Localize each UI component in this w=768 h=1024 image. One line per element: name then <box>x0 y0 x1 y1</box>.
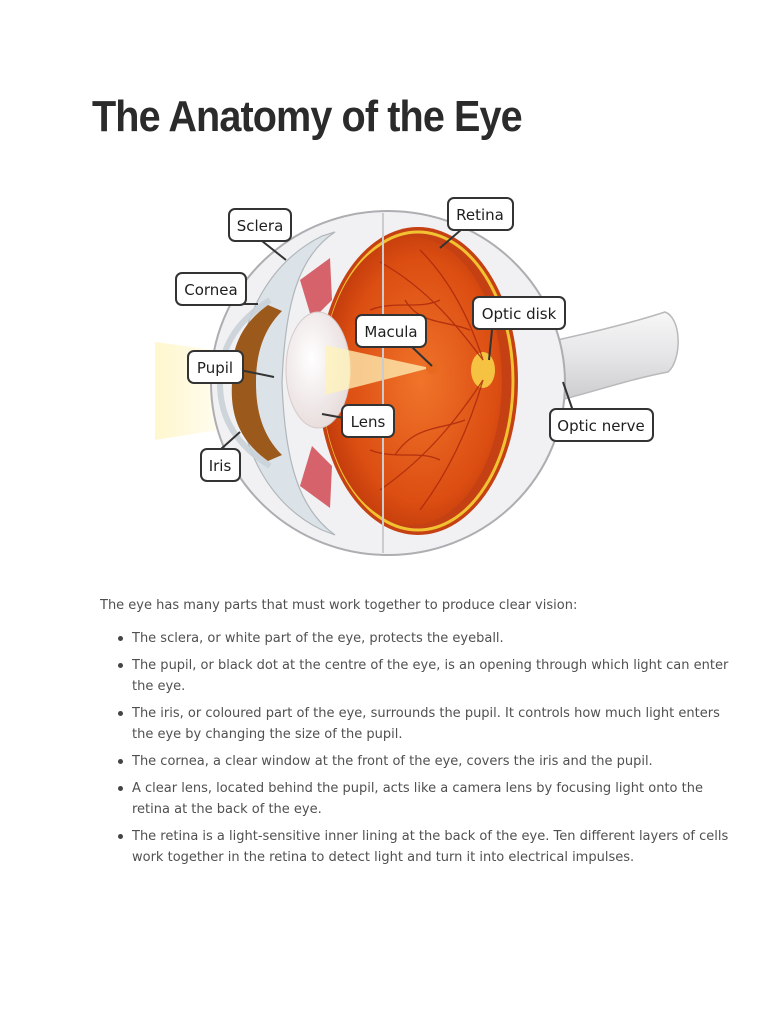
list-item-text: The retina is a light-sensitive inner lining at the back of the eye. Ten different layers of cells work together in the retina to detect light and turn it into electrical impulses. <box>132 829 729 865</box>
facts-list <box>100 628 740 874</box>
callout-optic-nerve <box>550 382 653 441</box>
list-item <box>100 826 740 868</box>
label-optic-disk: Optic disk <box>481 305 557 323</box>
list-item-text: The cornea, a clear window at the front of the eye, covers the iris and the pupil. <box>132 754 653 769</box>
label-retina: Retina <box>456 206 504 224</box>
bullet-icon <box>118 663 123 668</box>
list-item <box>100 703 740 745</box>
optic-disk-spot <box>471 352 495 388</box>
bullet-icon <box>118 711 123 716</box>
eye-anatomy-diagram <box>0 185 768 565</box>
intro-text: The eye has many parts that must work together to produce clear vision: <box>100 598 578 613</box>
label-optic-nerve: Optic nerve <box>557 417 645 435</box>
bullet-icon <box>118 759 123 764</box>
label-cornea: Cornea <box>184 281 238 299</box>
callout-cornea <box>176 273 258 305</box>
label-pupil: Pupil <box>196 359 234 377</box>
macula-spot <box>426 362 438 374</box>
list-item <box>100 655 740 697</box>
bullet-icon <box>118 786 123 791</box>
list-item-text: A clear lens, located behind the pupil, acts like a camera lens by focusing light onto the retina at the back of the eye. <box>132 781 703 817</box>
label-macula: Macula <box>364 323 418 341</box>
list-item-text: The sclera, or white part of the eye, protects the eyeball. <box>132 631 504 646</box>
label-sclera: Sclera <box>236 217 284 235</box>
list-item-text: The iris, or coloured part of the eye, surrounds the pupil. It controls how much light enters the eye by changing the size of the pupil. <box>132 706 720 742</box>
list-item-text: The pupil, or black dot at the centre of the eye, is an opening through which light can enter the eye. <box>132 658 729 694</box>
list-item <box>100 751 740 772</box>
label-lens: Lens <box>350 413 386 431</box>
list-item <box>100 778 740 820</box>
bullet-icon <box>118 636 123 641</box>
list-item <box>100 628 740 649</box>
page-title: The Anatomy of the Eye <box>92 92 522 141</box>
label-iris: Iris <box>208 457 232 475</box>
bullet-icon <box>118 834 123 839</box>
